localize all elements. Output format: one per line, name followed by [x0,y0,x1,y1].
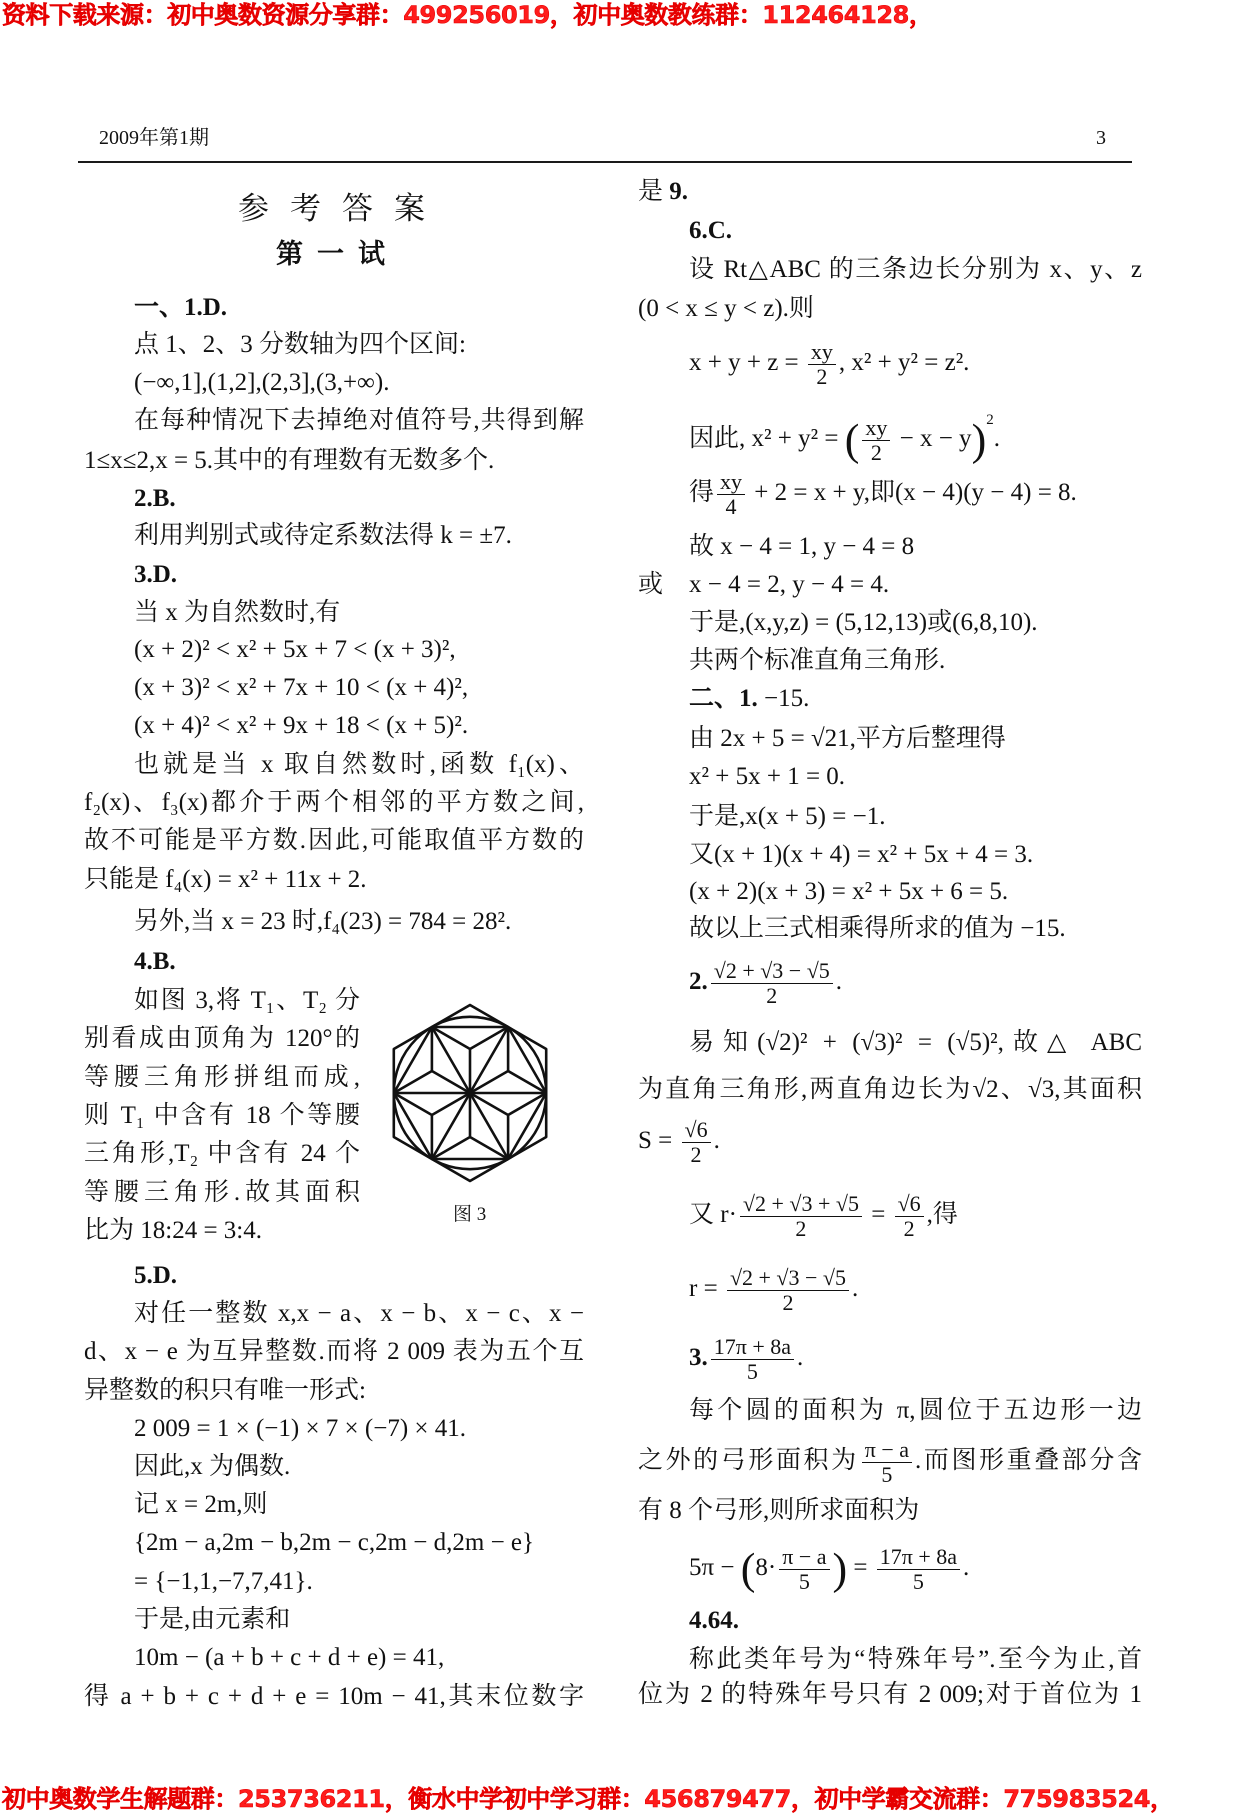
fraction-numerator: π − a [779,1545,829,1570]
formula-text: 得 [689,479,715,507]
formula-line: 2 009 = 1 × (−1) × 7 × (−7) × 41. [134,1415,466,1442]
text-line: 对任一整数 x,x − a、x − b、x − c、x − [134,1300,584,1327]
text-line: 易知(√2)² + (√3)² = (√5)²,故△ ABC [689,1029,1142,1056]
text-line: 记 x = 2m,则 [134,1491,268,1518]
text-line [638,177,688,207]
fraction [727,1266,849,1315]
fraction [779,1545,829,1594]
answer-label: 5.D. [134,1262,178,1289]
text-line: 当 x 为自然数时,有 [134,599,341,626]
text-line: f₂(x)、f₃(x)都介于两个相邻的平方数之间, [84,789,584,816]
fraction-denominator: 2 [766,983,778,1008]
formula-line [689,340,969,389]
text-line: 在每种情况下去掉绝对值符号,共得到解 [134,407,584,434]
formula-text: 之外的弓形面积为 [638,1447,859,1475]
fraction [862,416,890,465]
header-rule [78,161,1132,163]
formula-text: .而图形重叠部分含 [915,1447,1142,1475]
text-line: 点 1、2、3 分数轴为四个区间: [134,331,466,358]
formula-text: + 2 = x + y,即(x − 4)(y − 4) = 8. [748,479,1077,507]
formula-line: x² + 5x + 1 = 0. [689,763,846,790]
text-line: 称此类年号为“特殊年号”.至今为止,首 [689,1646,1142,1673]
formula-text: . [835,968,843,996]
figure-caption: 图 3 [453,1204,487,1225]
formula-line: (x + 2)² < x² + 5x + 7 < (x + 3)², [134,636,456,663]
fraction-denominator: 5 [798,1569,810,1594]
text-line: 则 T₁ 中含有 18 个等腰 [84,1102,360,1129]
fraction-numerator: xy [808,340,836,365]
fraction-numerator: π − a [862,1438,912,1463]
answer-label: 2.B. [134,485,176,512]
answer-label: 一、1.D. [134,294,228,321]
formula-text: . [797,1344,804,1372]
right-paren: ) [832,1544,848,1594]
formula-line: x − 4 = 2, y − 4 = 4. [689,571,890,598]
right-paren: ) [971,415,987,465]
formula-text: 又 r· [689,1201,737,1229]
formula-line [638,1118,720,1167]
formula-text: = [864,1201,892,1229]
formula-line: (x + 3)² < x² + 7x + 10 < (x + 4)², [134,674,469,701]
fraction-numerator: xy [862,416,890,441]
page-number: 3 [1096,127,1106,149]
fraction-numerator: √6 [895,1192,924,1217]
answer-label: 4.B. [134,948,176,975]
fraction-numerator: √2 + √3 + √5 [740,1192,862,1217]
text-line: 于是,由元素和 [134,1606,291,1633]
fraction-denominator: 2 [816,364,828,389]
fraction [711,959,833,1008]
text-line: 利用判别式或待定系数法得 k = ±7. [134,522,512,549]
formula-text: − x − y [893,425,972,452]
formula-line: 10m − (a + b + c + d + e) = 41, [134,1644,445,1671]
answer-label: 3. [689,1344,708,1372]
text-line: 三角形,T₂ 中含有 24 个 [84,1140,360,1167]
answer-value: −15. [757,685,810,712]
watermark-top-banner: 资料下载来源：初中奥数资源分享群：499256019，初中奥数教练群：112464128， [2,1,933,29]
formula-line: (x + 2)(x + 3) = x² + 5x + 6 = 5. [689,878,1009,905]
text-line: 得 a + b + c + d + e = 10m − 41,其末位数字 [84,1683,584,1710]
formula-line: 于是,x(x + 5) = −1. [689,803,886,830]
or-label: 或 [638,571,664,598]
fraction-denominator: 2 [903,1216,915,1241]
left-paren: ( [740,1544,756,1594]
text-line: 于是,(x,y,z) = (5,12,13)或(6,8,10). [689,609,1038,636]
fraction [717,470,745,519]
formula-line: (x + 4)² < x² + 9x + 18 < (x + 5)². [134,712,469,739]
formula-line [689,1545,969,1594]
fraction [877,1545,960,1594]
left-paren: ( [844,415,860,465]
fraction-numerator: 17π + 8a [877,1545,960,1570]
fraction-numerator: √2 + √3 − √5 [727,1266,849,1291]
text-line: 位为 2 的特殊年号只有 2 009;对于首位为 1 [638,1681,1142,1708]
formula-line: 故 x − 4 = 1, y − 4 = 8 [689,533,915,560]
fraction-numerator: √6 [682,1118,711,1143]
watermark-bottom-banner: 初中奥数学生解题群：253736211，衡水中学初中学习群：456879477，初中学霸交流群：775983524， [2,1785,1174,1813]
answer-label: 3.D. [134,561,178,588]
text-line: 也就是当 x 取自然数时,函数 f₁(x)、 [134,751,584,778]
answer-label: 6.C. [689,217,733,244]
formula-text: x + y + z = [689,349,805,377]
page-title: 参考答案 [238,191,446,226]
text-line: 有 8 个弓形,则所求面积为 [638,1497,920,1524]
formula-text: . [963,1554,970,1582]
fraction-denominator: 5 [912,1569,924,1594]
text-line: 等腰三角形.故其面积 [84,1179,360,1206]
formula-text: , x² + y² = z². [838,349,970,377]
fraction-denominator: 2 [690,1142,702,1167]
formula-line [689,1192,958,1241]
fraction-denominator: 2 [782,1290,794,1315]
fraction [682,1118,711,1167]
fraction-denominator: 2 [795,1216,807,1241]
formula-line: {2m − a,2m − b,2m − c,2m − d,2m − e} [134,1529,535,1556]
fraction [808,340,836,389]
formula-line [689,405,1000,465]
text-line: d、x − e 为互异整数.而将 2 009 表为五个互 [84,1338,584,1365]
text-line: (−∞,1],(1,2],(2,3],(3,+∞). [134,369,390,396]
text-line: 等腰三角形拼组而成, [84,1064,360,1091]
fraction [862,1438,912,1487]
fraction-denominator: 5 [881,1462,893,1487]
answer-value: 9. [669,178,689,205]
answer-heading [689,959,842,1008]
exponent: 2 [986,412,994,428]
formula-text: 5π − [689,1554,741,1582]
text-line: 故以上三式相乘得所求的值为 −15. [689,915,1066,942]
text-line: 为直角三角形,两直角边长为√2、√3,其面积 [638,1076,1142,1103]
formula-line: 又(x + 1)(x + 4) = x² + 5x + 4 = 3. [689,841,1034,868]
text-line: 故不可能是平方数.因此,可能取值平方数的 [84,827,584,854]
formula-line: = {−1,1,−7,7,41}. [134,1568,313,1595]
formula-text: ,得 [926,1201,958,1229]
fraction [711,1335,794,1384]
text-line: 比为 18:24 = 3:4. [84,1217,262,1244]
text-line: 因此,x 为偶数. [134,1453,291,1480]
formula-text: . [851,1275,859,1303]
answer-heading [689,684,809,714]
fraction-numerator: xy [717,470,745,495]
formula-text: 8· [755,1554,777,1582]
text-line: (0 < x ≤ y < z).则 [638,295,814,322]
fraction-denominator: 2 [870,439,882,465]
formula-text: = [847,1554,874,1582]
section-title: 第一试 [276,239,399,270]
formula-text: r = [689,1275,724,1303]
formula-line [689,470,1077,519]
fraction [895,1192,924,1241]
continued-text: 是 [638,178,670,205]
text-line: 共两个标准直角三角形. [689,647,946,674]
text-line: 设 Rt△ABC 的三条边长分别为 x、y、z [689,256,1142,283]
answer-label: 二、1. [689,685,758,712]
fraction-denominator: 4 [725,494,737,519]
fraction-denominator: 5 [746,1359,758,1384]
journal-issue: 2009年第1期 [99,127,209,149]
fraction-numerator: 17π + 8a [711,1335,794,1360]
text-line: 1≤x≤2,x = 5.其中的有理数有无数多个. [84,447,495,474]
text-line: 由 2x + 5 = √21,平方后整理得 [689,725,1006,752]
answer-heading [689,1335,803,1384]
text-line: 每个圆的面积为 π,圆位于五边形一边 [689,1397,1142,1424]
formula-text: . [993,425,1000,452]
formula-text: . [713,1127,720,1155]
text-line: 别看成由顶角为 120°的 [84,1025,360,1052]
formula-text: S = [638,1127,679,1155]
answer-label: 4.64. [689,1607,739,1634]
answer-label: 2. [689,968,708,996]
hexagon-pattern-figure [380,995,560,1191]
text-line: 如图 3,将 T₁、T₂ 分 [134,987,360,1014]
fraction-numerator: √2 + √3 − √5 [711,959,833,984]
text-line: 异整数的积只有唯一形式: [84,1377,366,1404]
fraction [740,1192,862,1241]
text-line: 另外,当 x = 23 时,f₄(23) = 784 = 28². [134,908,512,935]
text-line: 只能是 f₄(x) = x² + 11x + 2. [84,866,367,893]
formula-text: 因此, x² + y² = [689,425,845,452]
text-line [638,1438,1142,1488]
formula-line [689,1266,858,1315]
